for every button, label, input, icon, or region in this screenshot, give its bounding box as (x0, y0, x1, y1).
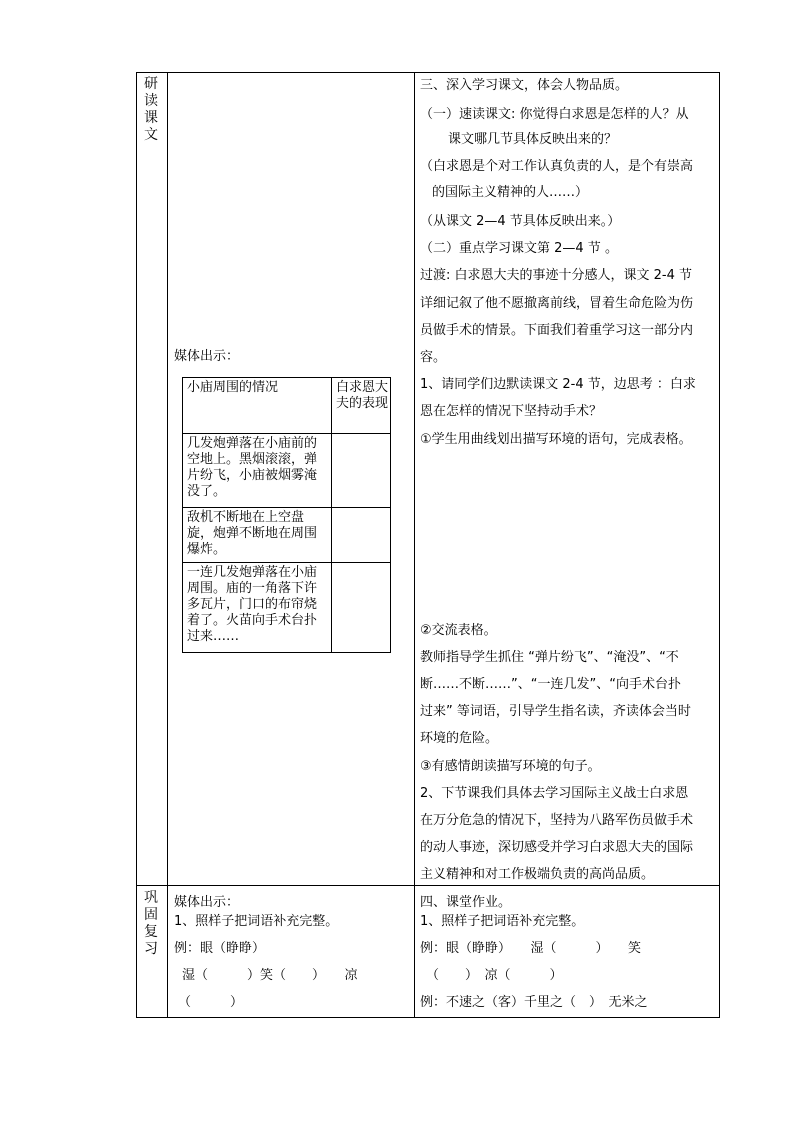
text-line: 例：眼（睁睁） 湿（ ） 笑 (420, 941, 642, 956)
text-line: 1、请同学们边默读课文 2-4 节，边思考 ：白求 (420, 377, 696, 392)
environment-table-row-divider (182, 562, 391, 563)
table-header-surroundings: 小庙周围的情况 (187, 380, 279, 395)
text-line: 详细记叙了他不愿撤离前线，冒着生命危险为伤 (420, 296, 694, 311)
table-cell: 一连几发炮弹落在小庙周围。庙的一角落下许多瓦片，门口的布帘烧着了。火苗向手术台扑过来…… (187, 565, 318, 644)
text-line: 1、照样子把词语补充完整。 (174, 914, 339, 929)
section-label-study: 研读课文 (144, 76, 158, 143)
text-line: 教师指导学生抓住 “弹片纷飞”、“淹没”、“不 (420, 650, 679, 665)
text-line: 员做手术的情景。下面我们着重学习这一部分内 (420, 323, 694, 338)
table-header-performance: 白求恩大夫的表现 (336, 380, 389, 411)
text-line: 课文哪几节具体反映出来的？ (448, 132, 618, 147)
text-line: （一）速读课文: 你觉得白求恩是怎样的人？从 (420, 107, 689, 122)
text-line: 的动人事迹，深切感受并学习白求恩大夫的国际 (420, 840, 694, 855)
text-line: （ ） (178, 995, 244, 1010)
text-line: 三、深入学习课文，体会人物品质。 (420, 78, 629, 93)
text-line: 湿（ ）笑（ ） 凉 (182, 968, 358, 983)
text-line: 媒体出示： (174, 895, 240, 910)
environment-table-row-divider (182, 507, 391, 508)
text-line: 断……不断……”、“一连几发”、“向手术台扑 (420, 677, 681, 692)
text-line: 例：不速之（客）千里之（ ） 无米之 (420, 995, 648, 1010)
text-line: ③有感情朗读描写环境的句子。 (420, 759, 601, 774)
column-divider-left (167, 72, 168, 1018)
media-label: 媒体出示： (174, 349, 240, 364)
text-line: （从课文 2—4 节具体反映出来。） (420, 214, 621, 229)
text-line: 在万分危急的情况下，坚持为八路军伤员做手术 (420, 813, 694, 828)
table-cell: 敌机不断地在上空盘旋，炮弹不断地在周围爆炸。 (187, 510, 318, 557)
row-divider (136, 885, 720, 886)
text-line: ②交流表格。 (420, 623, 497, 638)
text-line: 过渡: 白求恩大夫的事迹十分感人，课文 2-4 节 (420, 268, 693, 283)
environment-table-row-divider (182, 433, 391, 434)
text-line: 环境的危险。 (420, 731, 499, 746)
column-divider-right (414, 72, 415, 1018)
text-line: 2、下节课我们具体去学习国际主义战士白求恩 (420, 786, 689, 801)
text-line: 过来” 等词语，引导学生指名读，齐读体会当时 (420, 704, 691, 719)
text-line: ①学生用曲线划出描写环境的语句，完成表格。 (420, 432, 692, 447)
text-line: 容。 (420, 350, 447, 365)
text-line: 1、照样子把词语补充完整。 (420, 914, 585, 929)
text-line: 恩在怎样的情况下坚持动手术？ (420, 404, 603, 419)
section-label-review: 巩固复习 (144, 890, 158, 957)
table-cell: 几发炮弹落在小庙前的空地上。黑烟滚滚，弹片纷飞，小庙被烟雾淹没了。 (187, 436, 318, 499)
text-line: 四、课堂作业。 (420, 895, 512, 910)
text-line: （二）重点学习课文第 2—4 节 。 (420, 241, 618, 256)
text-line: 例：眼（睁睁） (174, 941, 266, 956)
environment-table-col-divider (331, 377, 332, 653)
text-line: 主义精神和对工作极端负责的高尚品质。 (420, 867, 655, 882)
text-line: 的国际主义精神的人……） (432, 185, 589, 200)
text-line: （ ） 凉（ ） (426, 968, 563, 983)
text-line: （白求恩是个对工作认真负责的人，是个有崇高 (420, 159, 694, 174)
